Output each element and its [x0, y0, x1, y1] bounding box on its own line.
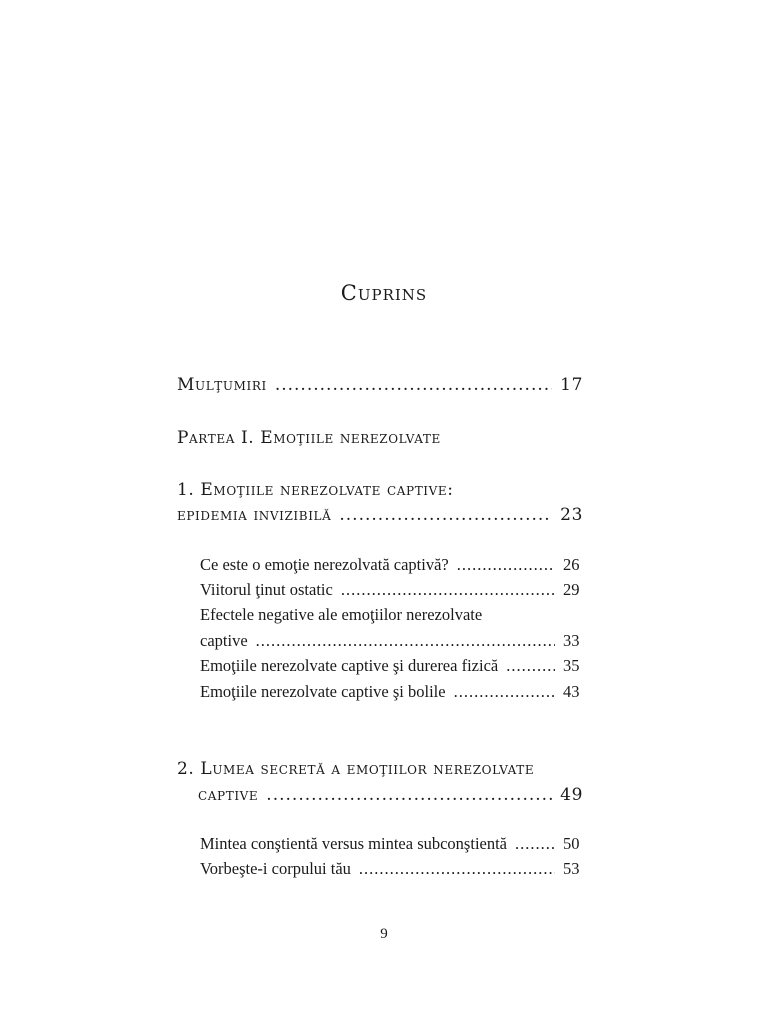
toc-subentry-label: Ce este o emoţie nerezolvată captivă? — [200, 555, 449, 574]
toc-subentry-line — [200, 605, 482, 625]
toc-entry-page: 49 — [560, 785, 583, 805]
dot-leader — [515, 834, 555, 854]
toc-subentry-label: captive — [200, 631, 248, 650]
toc-subentry[interactable] — [200, 682, 583, 702]
toc-chapter-label: 1. Emoţiile nerezolvate captive: — [177, 480, 454, 500]
toc-entry[interactable] — [177, 375, 583, 395]
toc-subentry-page: 43 — [563, 682, 580, 701]
page-title: Cuprins — [340, 281, 428, 305]
toc-subentry-label: Mintea conştientă versus mintea subconştientă — [200, 834, 508, 853]
toc-subentry[interactable] — [200, 555, 583, 575]
toc-subentry-page: 50 — [563, 834, 580, 853]
toc-subentry-label: Emoţiile nerezolvate captive şi durerea fizică — [200, 656, 499, 675]
toc-entry-label: Mulţumiri — [177, 375, 267, 395]
dot-leader — [457, 555, 555, 575]
toc-subentry-label: Vorbeşte-i corpului tău — [200, 859, 351, 878]
toc-subentry-page: 33 — [563, 631, 580, 650]
dot-leader — [506, 656, 555, 676]
toc-part-label: Partea I. Emoţiile nerezolvate — [177, 428, 441, 448]
toc-subentry-label: Viitorul ţinut ostatic — [200, 580, 333, 599]
dot-leader — [359, 859, 555, 879]
toc-entry[interactable] — [177, 505, 583, 525]
toc-subentry[interactable] — [200, 631, 583, 651]
toc-entry-page: 23 — [560, 505, 583, 525]
toc-entry-page: 17 — [560, 375, 583, 395]
toc-part-heading — [177, 428, 441, 448]
dot-leader — [275, 375, 552, 395]
toc-subentry-page: 53 — [563, 859, 580, 878]
toc-entry-label: captive — [198, 785, 259, 805]
toc-subentry-page: 29 — [563, 580, 580, 599]
toc-entry[interactable] — [198, 785, 583, 805]
toc-subentry[interactable] — [200, 656, 583, 676]
toc-subentry-page: 26 — [563, 555, 580, 574]
toc-subentry-page: 35 — [563, 656, 580, 675]
toc-subentry-label: Emoţiile nerezolvate captive şi bolile — [200, 682, 446, 701]
dot-leader — [454, 682, 555, 702]
dot-leader — [256, 631, 555, 651]
page-number: 9 — [380, 926, 388, 942]
dot-leader — [266, 785, 552, 805]
toc-chapter-label: 2. Lumea secretă a emoţiilor nerezolvate — [177, 759, 535, 779]
toc-chapter-heading — [177, 480, 454, 500]
toc-chapter-heading — [177, 759, 534, 779]
toc-subentry[interactable] — [200, 834, 583, 854]
toc-subentry-label: Efectele negative ale emoţiilor nerezolvate — [200, 605, 483, 624]
toc-entry-label: epidemia invizibilă — [177, 505, 332, 525]
toc-subentry[interactable] — [200, 580, 583, 600]
toc-subentry[interactable] — [200, 859, 583, 879]
dot-leader — [341, 580, 555, 600]
dot-leader — [339, 505, 552, 525]
